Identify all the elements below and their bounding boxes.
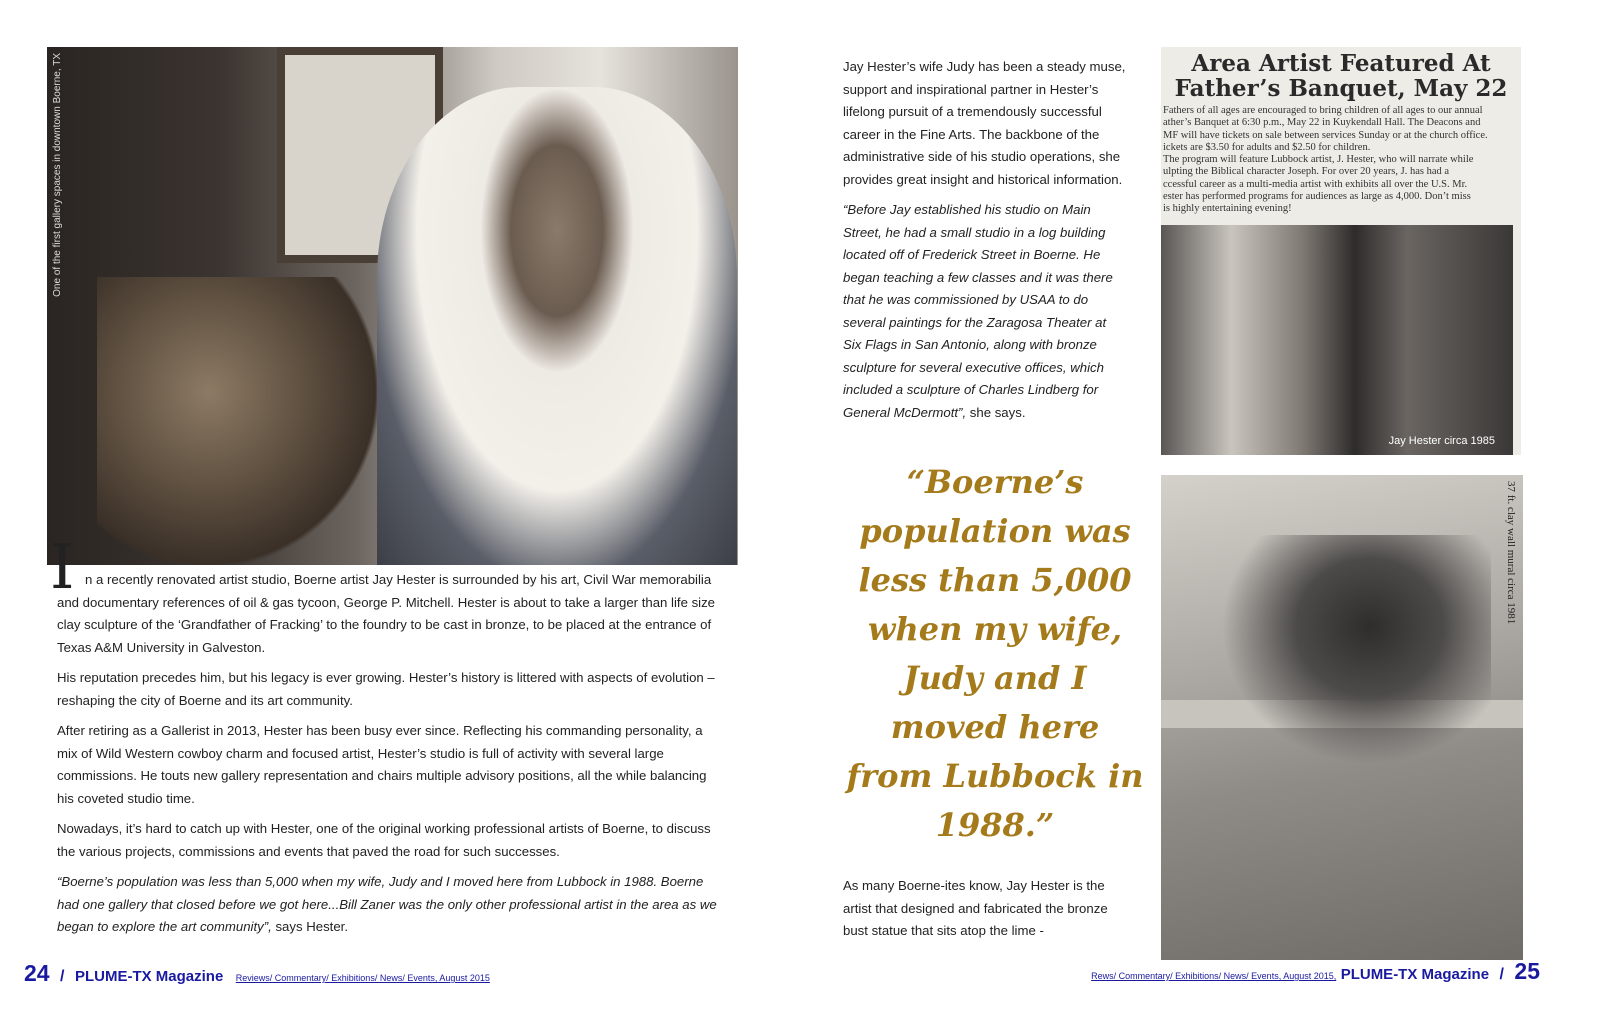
clipping-line: MF will have tickets on sale between services Sunday or at the church office. bbox=[1163, 129, 1488, 141]
section-link[interactable]: Rews/ Commentary/ Exhibitions/ News/ Events, August 2015, bbox=[1091, 971, 1337, 981]
quote-text: “Before Jay established his studio on Main Street, he had a small studio in a log building located off of Frederick Street in Boerne. He began teaching a few classes and it was there that he was commissioned by USAA to do several paintings for the Zaragosa Theater at Six Flags in San Antonio, along with bronze sculpture for several executive offices, which included a sculpture of Charles Lindberg for General McDermott”, bbox=[843, 202, 1113, 420]
clipping-line: ickets are $3.50 for adults and $2.50 for children. bbox=[1163, 141, 1371, 153]
separator: / bbox=[1499, 966, 1504, 983]
clipping-line: Fathers of all ages are encouraged to bring children of all ages to our annual bbox=[1163, 105, 1483, 116]
separator: / bbox=[60, 968, 65, 985]
clipping-line: is highly entertaining evening! bbox=[1163, 203, 1292, 215]
clipping-line: ather’s Banquet at 6:30 p.m., May 22 in Kuykendall Hall. The Deacons and bbox=[1163, 117, 1481, 129]
magazine-name: PLUME-TX Magazine bbox=[74, 968, 224, 985]
drop-cap: I bbox=[50, 530, 75, 603]
bronze-sculpture bbox=[97, 277, 377, 565]
right-footer bbox=[1091, 958, 1540, 985]
pull-quote: “Boerne’s population was less than 5,000 when my wife, Judy and I moved here from Lubbock in 1988.” bbox=[846, 463, 1144, 844]
clipping-line: ccessful career as a multi-media artist with exhibits all over the U.S. Mr. bbox=[1163, 178, 1468, 190]
clipping-line: ester has performed programs for audiences as large as 4,000. Don’t miss bbox=[1163, 191, 1471, 203]
page-number: 24 bbox=[24, 960, 50, 986]
quote-paragraph bbox=[57, 871, 722, 939]
paragraph: n a recently renovated artist studio, Boerne artist Jay Hester is surrounded by his art, Civil War memorabilia and documentary references of oil & gas tycoon, George P. Mitchell. Hester is about to take a larger than life size clay sculpture of the ‘Grandfather of Fracking’ to the foundry to be cast in bronze, to be placed at the entrance of Texas A&M University in Galveston. bbox=[57, 572, 716, 655]
photo-caption: Jay Hester circa 1985 bbox=[1388, 435, 1495, 447]
paragraph: His reputation precedes him, but his legacy is ever growing. Hester’s history is littered with aspects of evolution – reshaping the city of Boerne and its art community. bbox=[57, 670, 715, 708]
mural-photo bbox=[1161, 475, 1523, 960]
photo-caption: 37 ft. clay wall mural circa 1981 bbox=[1505, 481, 1517, 625]
studio-photo bbox=[47, 47, 738, 565]
paragraph: Jay Hester’s wife Judy has been a steady muse, support and inspirational partner in Hester’s lifelong pursuit of a tremendously successful career in the Fine Arts. The backbone of the administrative side of his studio operations, she provides great insight and historical information. bbox=[843, 59, 1126, 187]
paragraph: Nowadays, it’s hard to catch up with Hester, one of the original working professional artists of Boerne, to discuss the various projects, commissions and events that paved the road for such successes. bbox=[57, 821, 711, 859]
left-footer bbox=[24, 960, 490, 987]
paragraph: After retiring as a Gallerist in 2013, Hester has been busy ever since. Reflecting his commanding personality, a mix of Wild Western cowboy charm and focused artist, Hester’s studio is full of activity with several large commissions. He touts new gallery representation and chairs multiple advisory positions, all the while balancing his coveted studio time. bbox=[57, 723, 707, 806]
artist-figure bbox=[1221, 535, 1491, 765]
paragraph: As many Boerne-ites know, Jay Hester is the artist that designed and fabricated the bronze bust statue that sits atop the lime - bbox=[843, 878, 1108, 938]
photo-caption: One of the first gallery spaces in downtown Boerne, TX bbox=[52, 53, 63, 297]
quote-text: “Boerne’s population was less than 5,000 when my wife, Judy and I moved here from Lubbock in 1988. Boerne had one gallery that closed before we got here...Bill Zaner was the only other professional artist in the area as we began to explore the art community”, bbox=[57, 874, 717, 934]
quote-attribution: she says. bbox=[966, 404, 1026, 420]
quote-attribution: says Hester. bbox=[271, 919, 349, 934]
newspaper-clipping bbox=[1161, 47, 1521, 455]
left-article-body bbox=[57, 569, 722, 947]
clipping-body bbox=[1161, 101, 1521, 216]
clipping-photo bbox=[1161, 225, 1513, 455]
clipping-line: The program will feature Lubbock artist, J. Hester, who will narrate while bbox=[1163, 154, 1474, 166]
quote-paragraph bbox=[843, 199, 1128, 424]
clipping-line: ulpting the Biblical character Joseph. For over 20 years, J. has had a bbox=[1163, 166, 1450, 178]
section-link[interactable]: Reviews/ Commentary/ Exhibitions/ News/ Events, August 2015 bbox=[235, 973, 490, 983]
magazine-name: PLUME-TX Magazine bbox=[1340, 966, 1490, 983]
page-number: 25 bbox=[1514, 958, 1540, 984]
right-article-body bbox=[843, 56, 1128, 432]
artist-figure bbox=[377, 87, 737, 565]
clipping-headline: Area Artist Featured At Father’s Banquet, May 22 bbox=[1174, 50, 1508, 102]
